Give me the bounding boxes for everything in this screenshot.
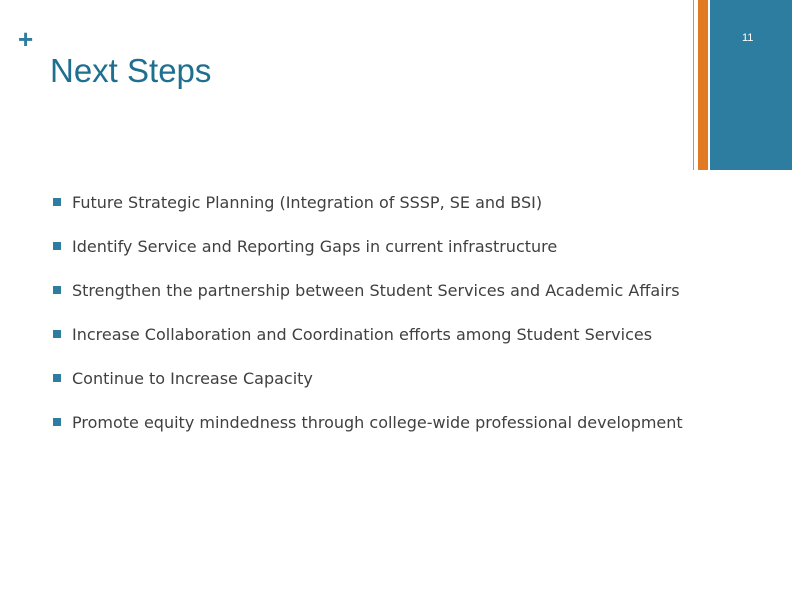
list-item [50, 312, 690, 356]
blue-accent-bar [710, 0, 792, 170]
square-bullet-icon [53, 198, 61, 206]
slide-number: 11 [742, 32, 754, 44]
bullet-text: Strengthen the partnership between Student Services and Academic Affairs [72, 280, 680, 300]
orange-accent-bar [698, 0, 708, 170]
bullet-text: Promote equity mindedness through college-wide professional development [72, 412, 683, 432]
list-item [50, 224, 690, 268]
header-divider-line [693, 0, 694, 170]
square-bullet-icon [53, 242, 61, 250]
square-bullet-icon [53, 418, 61, 426]
bullet-text: Future Strategic Planning (Integration of SSSP, SE and BSI) [72, 192, 543, 212]
bullet-list [50, 180, 690, 444]
list-item [50, 400, 690, 444]
bullet-text: Identify Service and Reporting Gaps in current infrastructure [72, 236, 558, 256]
list-item [50, 268, 690, 312]
square-bullet-icon [53, 374, 61, 382]
square-bullet-icon [53, 286, 61, 294]
slide-title: Next Steps [50, 52, 212, 89]
list-item [50, 356, 690, 400]
plus-icon: + [18, 24, 34, 54]
bullet-text: Continue to Increase Capacity [72, 368, 313, 388]
bullet-text: Increase Collaboration and Coordination efforts among Student Services [72, 324, 653, 344]
square-bullet-icon [53, 330, 61, 338]
list-item [50, 180, 690, 224]
